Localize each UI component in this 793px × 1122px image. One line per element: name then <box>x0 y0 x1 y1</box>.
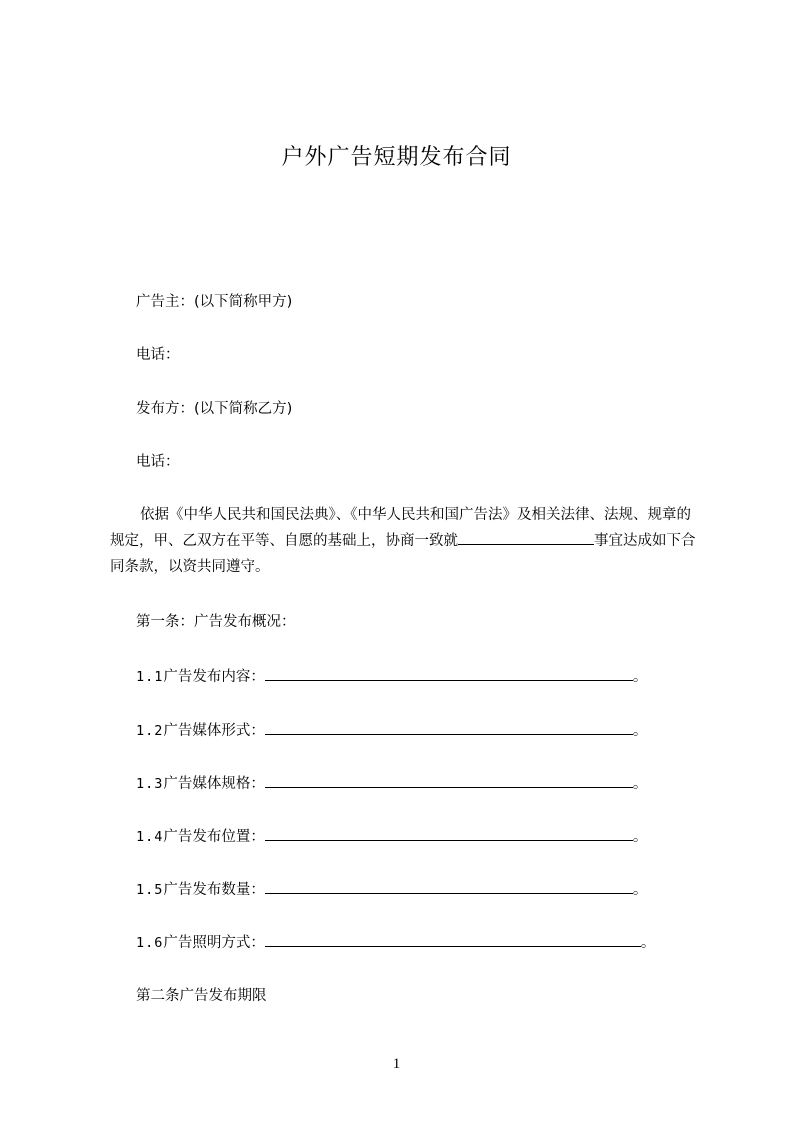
preamble-paragraph <box>110 502 702 580</box>
preamble-text-end: 事宜达成如下合同条款，以资共同遵守。 <box>110 533 696 575</box>
article-1-title: 第一条：广告发布概况： <box>136 614 296 630</box>
item-number: 1.1 <box>136 669 164 685</box>
item-end: 。 <box>632 829 648 845</box>
item-row <box>136 773 647 794</box>
item-label: 广告发布位置： <box>163 829 265 845</box>
article-2-title: 第二条广告发布期限 <box>136 988 267 1004</box>
document-title: 户外广告短期发布合同 <box>281 145 512 170</box>
item-fill-blank <box>265 773 633 788</box>
item-row <box>136 666 647 687</box>
advertiser-label: 广告主：(以下简称甲方) <box>136 294 293 310</box>
item-label: 广告媒体形式： <box>163 723 265 739</box>
item-end: 。 <box>632 723 648 739</box>
item-number: 1.4 <box>136 829 164 845</box>
item-fill-blank <box>265 879 633 894</box>
item-end: 。 <box>632 669 648 685</box>
item-row <box>136 720 647 741</box>
item-fill-blank <box>265 932 641 947</box>
item-end: 。 <box>640 935 656 951</box>
preamble-text-start: 依据《中华人民共和国民法典》、《中华人民共和国广告法》及相关法律、法规、规章的规定，甲、乙双方在平等、自愿的基础上，协商一致就 <box>110 507 691 549</box>
item-row <box>136 879 647 900</box>
item-fill-blank <box>265 720 633 735</box>
item-number: 1.2 <box>136 723 164 739</box>
item-label: 广告媒体规格： <box>163 776 265 792</box>
item-end: 。 <box>632 882 648 898</box>
item-row <box>136 826 647 847</box>
item-label: 广告照明方式： <box>163 935 265 951</box>
preamble-fill-blank <box>458 530 594 545</box>
item-end: 。 <box>632 776 648 792</box>
page-number: 1 <box>392 1056 401 1072</box>
item-fill-blank <box>265 826 633 841</box>
item-fill-blank <box>265 666 633 681</box>
phone-label-party-b: 电话： <box>136 454 180 470</box>
item-number: 1.6 <box>136 935 164 951</box>
phone-label-party-a: 电话： <box>136 347 180 363</box>
item-label: 广告发布数量： <box>163 882 265 898</box>
item-number: 1.3 <box>136 776 164 792</box>
item-number: 1.5 <box>136 882 164 898</box>
item-label: 广告发布内容： <box>163 669 265 685</box>
item-row <box>136 932 655 953</box>
publisher-label: 发布方：(以下简称乙方) <box>136 401 293 417</box>
